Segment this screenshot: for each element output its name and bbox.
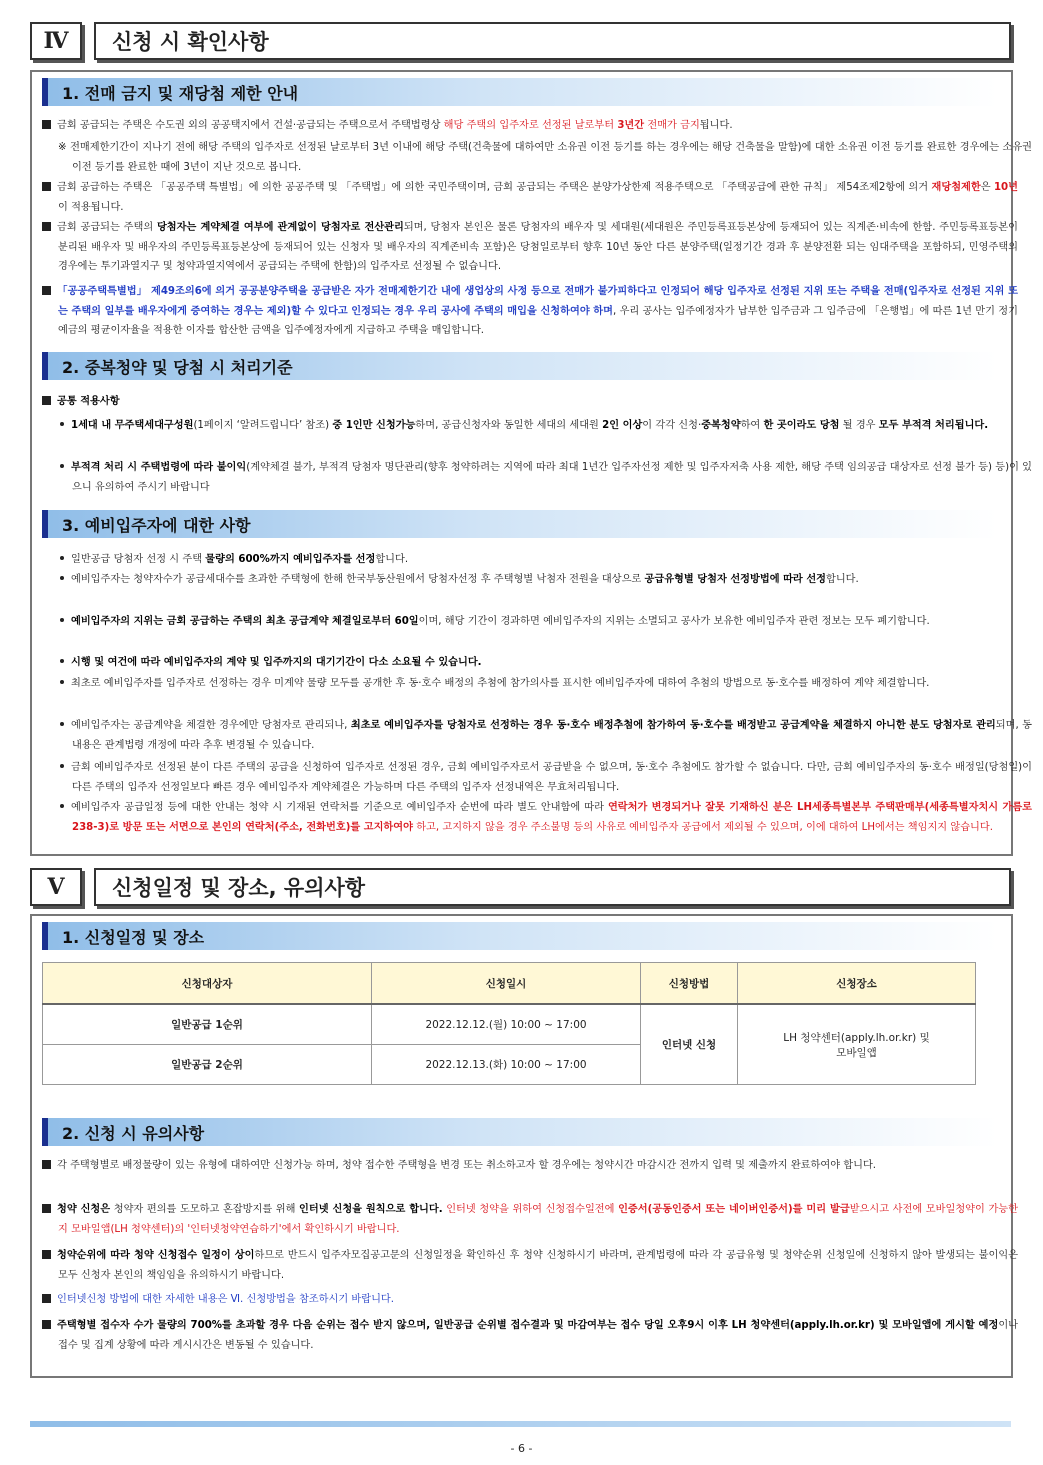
paragraph: 각 주택형별로 배정물량이 있는 유형에 대하여만 신청가능 하며, 청약 접수한 주택형을 변경 또는 취소하고자 할 경우에는 청약시간 마감시간 전까지 입력 및 제출까지 완료하여야 합니다. [42, 1156, 1018, 1176]
paragraph: 청약순위에 따라 청약 신청접수 일정이 상이하므로 반드시 입주자모집공고문의 신청일정을 확인하신 후 청약 신청하시기 바라며, 관계법령에 따라 각 공급유형 및 청약순위 신청일에 신청하지 않아 발생되는 불이익은 모두 신청자 본인의 책임임을 유의하시기 바랍니다. [42, 1246, 1018, 1285]
table-cell: 일반공급 2순위 [43, 1045, 372, 1085]
column-header: 신청대상자 [43, 963, 372, 1005]
bullet: 1세대 내 무주택세대구성원(1페이지 ‘알려드립니다’ 참조) 중 1인만 신청가능하며, 공급신청자와 동일한 세대의 세대원 2인 이상이 각각 신청·중복청약하여 한 곳이라도 당첨 될 경우 모두 부적격 처리됩니다. [42, 416, 1032, 436]
subsection-header [42, 510, 997, 538]
subsection-header [42, 1118, 997, 1146]
paragraph: 금회 공급하는 주택은 「공공주택 특별법」에 의한 공공주택 및 「주택법」에 의한 국민주택이며, 금회 공급되는 주택은 분양가상한제 적용주택으로 「주택공급에 관한 규칙」 제54조제2항에 의거 재당첨제한은 10년이 적용됩니다. [42, 178, 1018, 217]
bullet: 시행 및 여건에 따라 예비입주자의 계약 및 입주까지의 대기기간이 다소 소요될 수 있습니다. [42, 653, 1032, 673]
paragraph: 청약 신청은 청약자 편의를 도모하고 혼잡방지를 위해 인터넷 신청을 원칙으로 합니다. 인터넷 청약을 위하여 신청접수일전에 인증서(공동인증서 또는 네이버인증서)를 미리 발급받으시고 사전에 모바일청약이 가능한지 모바일앱(LH 청약센터)의 '인터넷청약연습하기'에서 확인하시기 바랍니다. [42, 1200, 1018, 1239]
table-cell [738, 1004, 976, 1085]
paragraph: 「공공주택특별법」 제49조의6에 의거 공공분양주택을 공급받은 자가 전매제한기간 내에 생업상의 사정 등으로 전매가 불가피하다고 인정되어 해당 입주자로 선정된 지위 또는 주택을 전매(입주자로 선정된 지위 또는 주택의 일부를 배우자에게 증여하는 경우는 제외)할 수 있다고 인정되는 경우 우리 공사에 주택의 매입을 신청하여야 하며, 우리 공사는 입주예정자가 납부한 입주금과 그 입주금에 「은행법」에 따른 1년 만기 정기예금의 평균이자율을 적용한 이자를 합산한 금액을 입주예정자에게 지급하고 주택을 매입합니다. [42, 282, 1018, 341]
subsection-subhead: 공통 적용사항 [42, 392, 1002, 412]
note: ※ 전매제한기간이 지나기 전에 해당 주택의 입주자로 선정된 날로부터 3년 이내에 해당 주택(건축물에 대하여만 소유권 이전 등기를 하는 경우에는 해당 건축물을 말함)에 대한 소유권 이전 등기를 완료한 경우에는 소유권 이전 등기를 완료한 때에 3년이 지난 것으로 봅니다. [58, 142, 1032, 173]
section-title: 신청 시 확인사항 [94, 22, 1011, 60]
column-header: 신청장소 [738, 963, 976, 1005]
paragraph: 금회 공급되는 주택은 수도권 외의 공공택지에서 건설·공급되는 주택으로서 주택법령상 해당 주택의 입주자로 선정된 날로부터 3년간 전매가 금지됩니다. [42, 116, 1018, 136]
section-panel [30, 70, 1033, 856]
subsection-header [42, 922, 997, 950]
section-header [30, 868, 1011, 908]
schedule-table [42, 962, 976, 1085]
subsection-title: 3. 예비입주자에 대한 사항 [62, 515, 251, 535]
section-number: Ⅴ [30, 868, 82, 906]
bullet: 예비입주자의 지위는 금회 공급하는 주택의 최초 공급계약 체결일로부터 60일이며, 해당 기간이 경과하면 예비입주자의 지위는 소멸되고 공사가 보유한 예비입주자 관련 정보는 모두 폐기합니다. [42, 612, 1032, 632]
section-title: 신청일정 및 장소, 유의사항 [94, 868, 1011, 906]
paragraph: 주택형별 접수자 수가 물량의 700%를 초과할 경우 다음 순위는 접수 받지 않으며, 일반공급 순위별 접수결과 및 마감여부는 접수 당일 오후9시 이후 LH 청약센터(apply.lh.or.kr) 및 모바일앱에 게시할 예정이나 접수 및 집계 상황에 따라 게시시간은 변동될 수 있습니다. [42, 1316, 1018, 1355]
subsection-title: 2. 중복청약 및 당첨 시 처리기준 [62, 357, 293, 377]
bullet: 최초로 예비입주자를 입주자로 선정하는 경우 미계약 물량 모두를 공개한 후 동·호수 배정의 추첨에 참가의사를 표시한 예비입주자에 대하여 추첨의 방법으로 동·호수를 배정하여 계약 체결합니다. [42, 674, 1032, 694]
table-cell: 2022.12.13.(화) 10:00 ~ 17:00 [372, 1045, 641, 1085]
section-header [30, 22, 1011, 62]
subsection-header [42, 352, 997, 380]
table-cell: 인터넷 신청 [641, 1004, 738, 1085]
subsection-header [42, 78, 997, 106]
bullet: 부적격 처리 시 주택법령에 따라 불이익(계약체결 불가, 부적격 당첨자 명단관리(향후 청약하려는 지역에 따라 최대 1년간 입주자선정 제한 및 입주자저축 사용 제한, 해당 주택 임의공급 대상자로 선정 불가 등) 등)이 있으니 유의하여 주시기 바랍니다 [42, 458, 1032, 497]
bullet: 예비입주자는 청약자수가 공급세대수를 초과한 주택형에 한해 한국부동산원에서 당첨자선정 후 주택형별 낙첨자 전원을 대상으로 공급유형별 당첨자 선정방법에 따라 선정합니다. [42, 570, 1032, 590]
place-line: LH 청약센터(apply.lh.or.kr) 및 [783, 1031, 930, 1044]
column-header: 신청방법 [641, 963, 738, 1005]
footer-divider [30, 1421, 1011, 1427]
paragraph: 인터넷신청 방법에 대한 자세한 내용은 Ⅵ. 신청방법을 참조하시기 바랍니다. [42, 1290, 1018, 1310]
table-cell: 2022.12.12.(월) 10:00 ~ 17:00 [372, 1004, 641, 1045]
page-number: - 6 - [510, 1442, 533, 1455]
section-number: Ⅳ [30, 22, 82, 60]
bullet: 예비입주자는 공급계약을 체결한 경우에만 당첨자로 관리되나, 최초로 예비입주자를 당첨자로 선정하는 경우 동·호수 배정추첨에 참가하여 동·호수를 배정받고 공급계약을 체결하지 아니한 분도 당첨자로 관리되며, 동 내용은 관계법령 개정에 따라 추후 변경될 수 있습니다. [42, 716, 1032, 755]
place-line: 모바일앱 [836, 1046, 877, 1059]
table-cell: 일반공급 1순위 [43, 1004, 372, 1045]
subsection-title: 2. 신청 시 유의사항 [62, 1123, 205, 1143]
bullet: 금회 예비입주자로 선정된 분이 다른 주택의 공급을 신청하여 입주자로 선정된 경우, 금회 예비입주자로서 공급받을 수 없으며, 동·호수 추첨에도 참가할 수 없습니다. 다만, 금회 예비입주자의 동·호수 배정일(당첨일)이 다른 주택의 입주자 선정일보다 빠른 경우 예비입주자 계약체결은 가능하며 다른 주택의 입주자 선정내역은 무효처리됩니다. [42, 758, 1032, 797]
subsection-title: 1. 신청일정 및 장소 [62, 927, 205, 947]
section-panel [30, 914, 1019, 1378]
table-header-row [43, 963, 976, 1005]
bullet: 일반공급 당첨자 선정 시 주택 물량의 600%까지 예비입주자를 선정합니다. [42, 550, 1032, 570]
table-row [43, 1004, 976, 1045]
paragraph: 금회 공급되는 주택의 당첨자는 계약체결 여부에 관계없이 당첨자로 전산관리되며, 당첨자 본인은 물론 당첨자의 배우자 및 세대원(세대원은 주민등록표등본상에 등재되어 있는 직계존·비속에 한함. 주민등록표등본이 분리된 배우자 및 배우자의 주민등록표등본상에 등재되어 있는 신청자 및 배우자의 직계존비속 포함)은 당첨일로부터 향후 10년 동안 다른 분양주택(일정기간 경과 후 분양전환 되는 임대주택을 포함하되, 민영주택의 경우에는 투기과열지구 및 청약과열지역에서 공급되는 주택에 한함)의 입주자로 선정될 수 없습니다. [42, 218, 1018, 277]
bullet: 예비입주자 공급일정 등에 대한 안내는 청약 시 기재된 연락처를 기준으로 예비입주자 순번에 따라 별도 안내함에 따라 연락처가 변경되거나 잘못 기재하신 분은 LH세종특별본부 주택판매부(세종특별자치시 가름로 238-3)로 방문 또는 서면으로 본인의 연락처(주소, 전화번호)를 고지하여야 하고, 고지하지 않을 경우 주소불명 등의 사유로 예비입주자 공급에서 제외될 수 있으며, 이에 대하여 LH에서는 책임지지 않습니다. [42, 798, 1032, 837]
column-header: 신청일시 [372, 963, 641, 1005]
subsection-title: 1. 전매 금지 및 재당첨 제한 안내 [62, 83, 299, 103]
